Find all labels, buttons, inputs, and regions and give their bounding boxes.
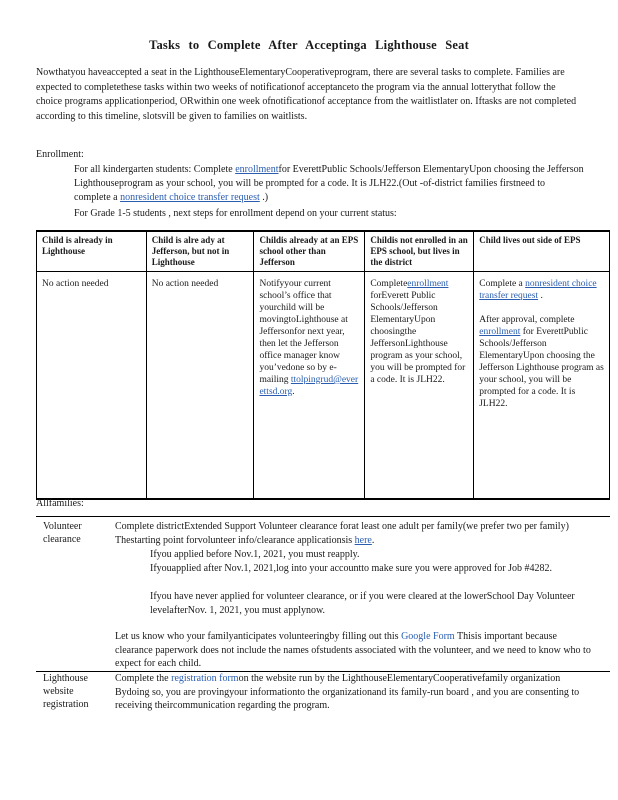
header-in-lighthouse: Child is already in Lighthouse	[37, 231, 147, 272]
outside-eps-text: Complete a	[479, 279, 526, 289]
volunteer-clearance-label: Volunteer clearance	[43, 521, 82, 545]
office-email-link[interactable]: ttolpingrud@everettsd.org	[259, 375, 359, 397]
volunteer-intro-text: Complete districtExtended Support Volunteer clearance forat least one adult per family(we prefer two per family) Thestarting point forvolunteer info/clearance applicationsis	[115, 521, 569, 546]
cell-not-enrolled-text: Complete	[370, 279, 408, 289]
outside-eps-step-2	[479, 314, 605, 410]
outside-eps-step-1	[479, 278, 605, 302]
outside-eps-text-end: .	[538, 291, 543, 301]
cell-not-enrolled-text-cont: forEverett Public Schools/Jefferson ElementaryUpon choosingthe JeffersonLighthouse program as your school, you will be prompted for a code. It is JLH22.	[370, 291, 466, 385]
volunteer-intro-end: .	[371, 534, 375, 546]
enrollment-link[interactable]: enrollment	[479, 327, 521, 337]
website-registration-text	[115, 672, 593, 713]
cell-outside-eps	[474, 272, 610, 500]
intro-paragraph: Nowthatyou haveaccepted a seat in the LighthouseElementaryCooperativeprogram, there are several tasks to complete. Families are expected to completethese tasks within two weeks of notificationof acceptanceto the program via the annual lotterythat follow the choice programs applicationperiod, ORwithin one week ofnotificationof acceptance from the waitlistlater on. Iftasks are not completed according to this timeline, slotsvill be given to families on waitlists.	[36, 67, 577, 122]
nonresident-transfer-link[interactable]: nonresident choice transfer request	[479, 279, 597, 301]
volunteer-google-form-text	[115, 630, 591, 671]
enrollment-status-table	[36, 230, 610, 500]
enrollment-heading: Enrollment:	[36, 149, 84, 160]
nonresident-transfer-link[interactable]: nonresident choice transfer request	[120, 192, 260, 203]
enrollment-link[interactable]: enrollment	[235, 164, 279, 175]
website-registration-label: Lighthouse website registration	[43, 673, 89, 710]
cell-other-eps-school	[254, 272, 365, 500]
cell-other-eps-end: .	[292, 387, 295, 397]
enrollment-link[interactable]: enrollment	[407, 279, 449, 289]
google-form-text-cont: Thisis important because clearance paperwork does not include the names ofstudents associated with the volunteer, and we need to know who to expect for each child.	[115, 631, 591, 669]
volunteer-clearance-text	[115, 520, 593, 547]
all-families-heading: Allfamilies:	[36, 498, 84, 509]
website-text-cont: on the website run by the LighthouseElementaryCooperativefamily organization Bydoing so, you are provingyour informationto the organizationand its family-run board , and you are consenting to receiving theircommunication regarding the program.	[115, 673, 580, 711]
volunteer-bullet-verify: Ifyouapplied after Nov.1, 2021,log into your accountto make sure you were approved for Job #4282.	[150, 563, 553, 574]
header-outside-eps: Child lives out side of EPS	[474, 231, 610, 272]
table-row	[37, 272, 610, 500]
cell-at-jefferson: No action needed	[146, 272, 254, 500]
volunteer-info-here-link[interactable]: here	[354, 534, 372, 546]
google-form-link[interactable]: Google Form	[401, 631, 455, 642]
bullet-grade-1-5: For Grade 1-5 students , next steps for enrollment depend on your current status:	[74, 208, 397, 219]
volunteer-bullet-reapply: Ifyou applied before Nov.1, 2021, you must reapply.	[150, 549, 360, 560]
section-divider	[36, 516, 610, 517]
volunteer-bullet-apply-now: Ifyou have never applied for volunteer clearance, or if you were cleared at the lowerSchool Day Volunteer levelafterNov. 1, 2021, you must applynow.	[150, 591, 575, 616]
outside-eps-approval-text-cont: for EverettPublic Schools/Jefferson ElementaryUpon choosing the Jefferson Lighthouse program as your school, you will be prompted for a code. It is JLH22.	[479, 327, 604, 409]
website-intro-text: Complete the	[115, 673, 172, 684]
header-other-eps-school: Childis already at an EPS school other than Jefferson	[254, 231, 365, 272]
registration-form-link[interactable]: registration form	[171, 673, 239, 684]
cell-not-enrolled	[365, 272, 474, 500]
kindergarten-text-end: .)	[259, 192, 269, 203]
cell-in-lighthouse: No action needed	[37, 272, 147, 500]
page-title: Tasks to Complete After Acceptinga Lighthouse Seat	[149, 38, 469, 52]
table-header-row	[37, 231, 610, 272]
outside-eps-approval-text: After approval, complete	[479, 315, 575, 325]
kindergarten-text-cont: for EverettPublic Schools/Jefferson ElementaryUpon choosing the Jefferson Lighthouseprogram as your school, you will be prompted for a code. It is JLH22.(Out -of-district families firstneed to complete a	[74, 164, 584, 203]
kindergarten-text: For all kindergarten students: Complete	[74, 164, 236, 175]
header-not-enrolled-in-district: Childis not enrolled in an EPS school, but lives in the district	[365, 231, 474, 272]
header-at-jefferson: Child is alre ady at Jefferson, but not in Lighthouse	[146, 231, 254, 272]
google-form-intro: Let us know who your familyanticipates volunteeringby filling out this	[115, 631, 402, 642]
cell-other-eps-text: Notifyyour current school’s office that yourchild will be movingtoLighthouse at Jeffersonfor next year, then let the Jefferson office manager know you’vedone so by e-mailing	[259, 279, 348, 385]
bullet-kindergarten	[74, 163, 584, 205]
